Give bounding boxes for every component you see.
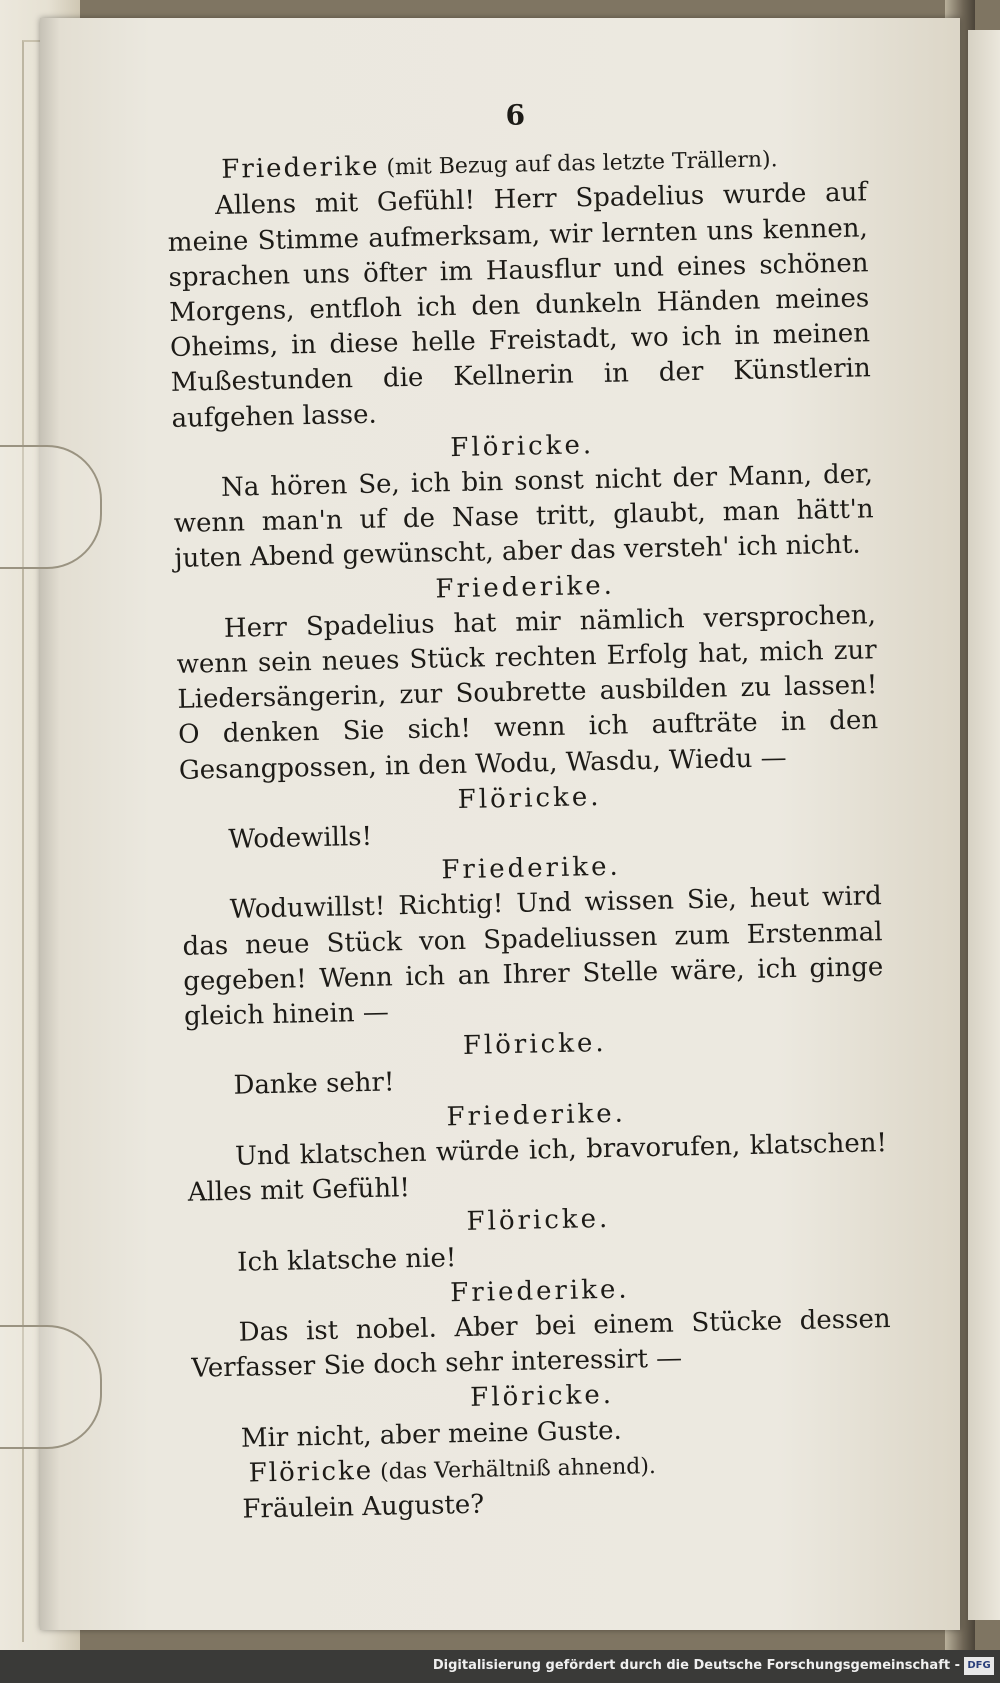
dialogue-paragraph: Allens mit Gefühl! Herr Spadelius wurde auf meine Stimme aufmerksam, wir lernten uns kennen, sprachen uns öfter im Hausflur und eines schönen Morgens, entfloh ich den dunkeln Händen meines Oheims, in diese helle Freistadt, wo ich in meinen Mußestunden die Kellnerin in der Künstlerin aufgehen lasse. [167,177,871,434]
speaker-heading: Flöricke. [457,781,602,815]
dialogue-paragraph: Das ist nobel. Aber bei einem Stücke dessen Verfasser Sie doch sehr interessirt — [191,1303,891,1384]
dialogue-paragraph: Fräulein Auguste? [242,1489,485,1525]
dialogue-paragraph: Und klatschen würde ich, bravorufen, klatschen! Alles mit Gefühl! [187,1128,888,1208]
speaker-heading: Flöricke. [462,1028,607,1062]
dialogue-paragraph: Ich klatsche nie! [236,1242,457,1278]
dialogue-paragraph: Na hören Se, ich bin sonst nicht der Mann, der, wenn man'n uf de Nase tritt, glaubt, man hätt'n juten Abend gewünscht, aber das versteh' ich nicht. [173,459,874,575]
footer-credit: Digitalisierung gefördert durch die Deutsche Forschungsgemeinschaft - [432,1658,960,1673]
speaker-name: Flöricke [248,1455,374,1489]
dialogue-paragraph: Wodewills! [228,821,373,855]
dfg-logo: DFG [964,1657,994,1675]
dialogue-paragraph: Danke sehr! [233,1067,395,1102]
footer-bar [0,1650,1000,1683]
page-number: 6 [505,98,526,132]
stage-direction: (mit Bezug auf das letzte Trällern). [379,147,778,181]
next-page-edge [968,30,1000,1620]
speaker-heading: Flöricke. [469,1380,615,1414]
clip-tab-upper [0,445,102,569]
speaker-heading: Friederike. [446,1098,627,1133]
dialogue-paragraph: Woduwillst! Richtig! Und wissen Sie, heut wird das neue Stück von Spadeliussen zum Erstenmal gegeben! Wenn ich an Ihrer Stelle wäre, ich ginge gleich hinein — [182,881,884,1032]
page-text [165,90,895,1528]
stage-direction: (das Verhältniß ahnend). [372,1453,657,1485]
clip-tab-lower [0,1325,102,1449]
speaker-name: Friederike [221,151,380,186]
speaker-heading: Flöricke. [466,1204,611,1238]
speaker-heading: Friederike. [441,851,622,886]
speaker-heading: Friederike. [449,1274,630,1308]
speaker-heading: Flöricke. [450,429,595,463]
dialogue-paragraph: Herr Spadelius hat mir nämlich versprochen, wenn sein neues Stück rechten Erfolg hat, mich zur Liedersängerin, zur Soubrette ausbilden zu lassen! O denken Sie sich! wenn ich aufträte in den Gesangpossen, in den Wodu, Wasdu, Wiedu — [176,600,879,786]
dialogue-paragraph: Mir nicht, aber meine Guste. [240,1415,623,1454]
speaker-heading: Friederike. [435,570,616,605]
